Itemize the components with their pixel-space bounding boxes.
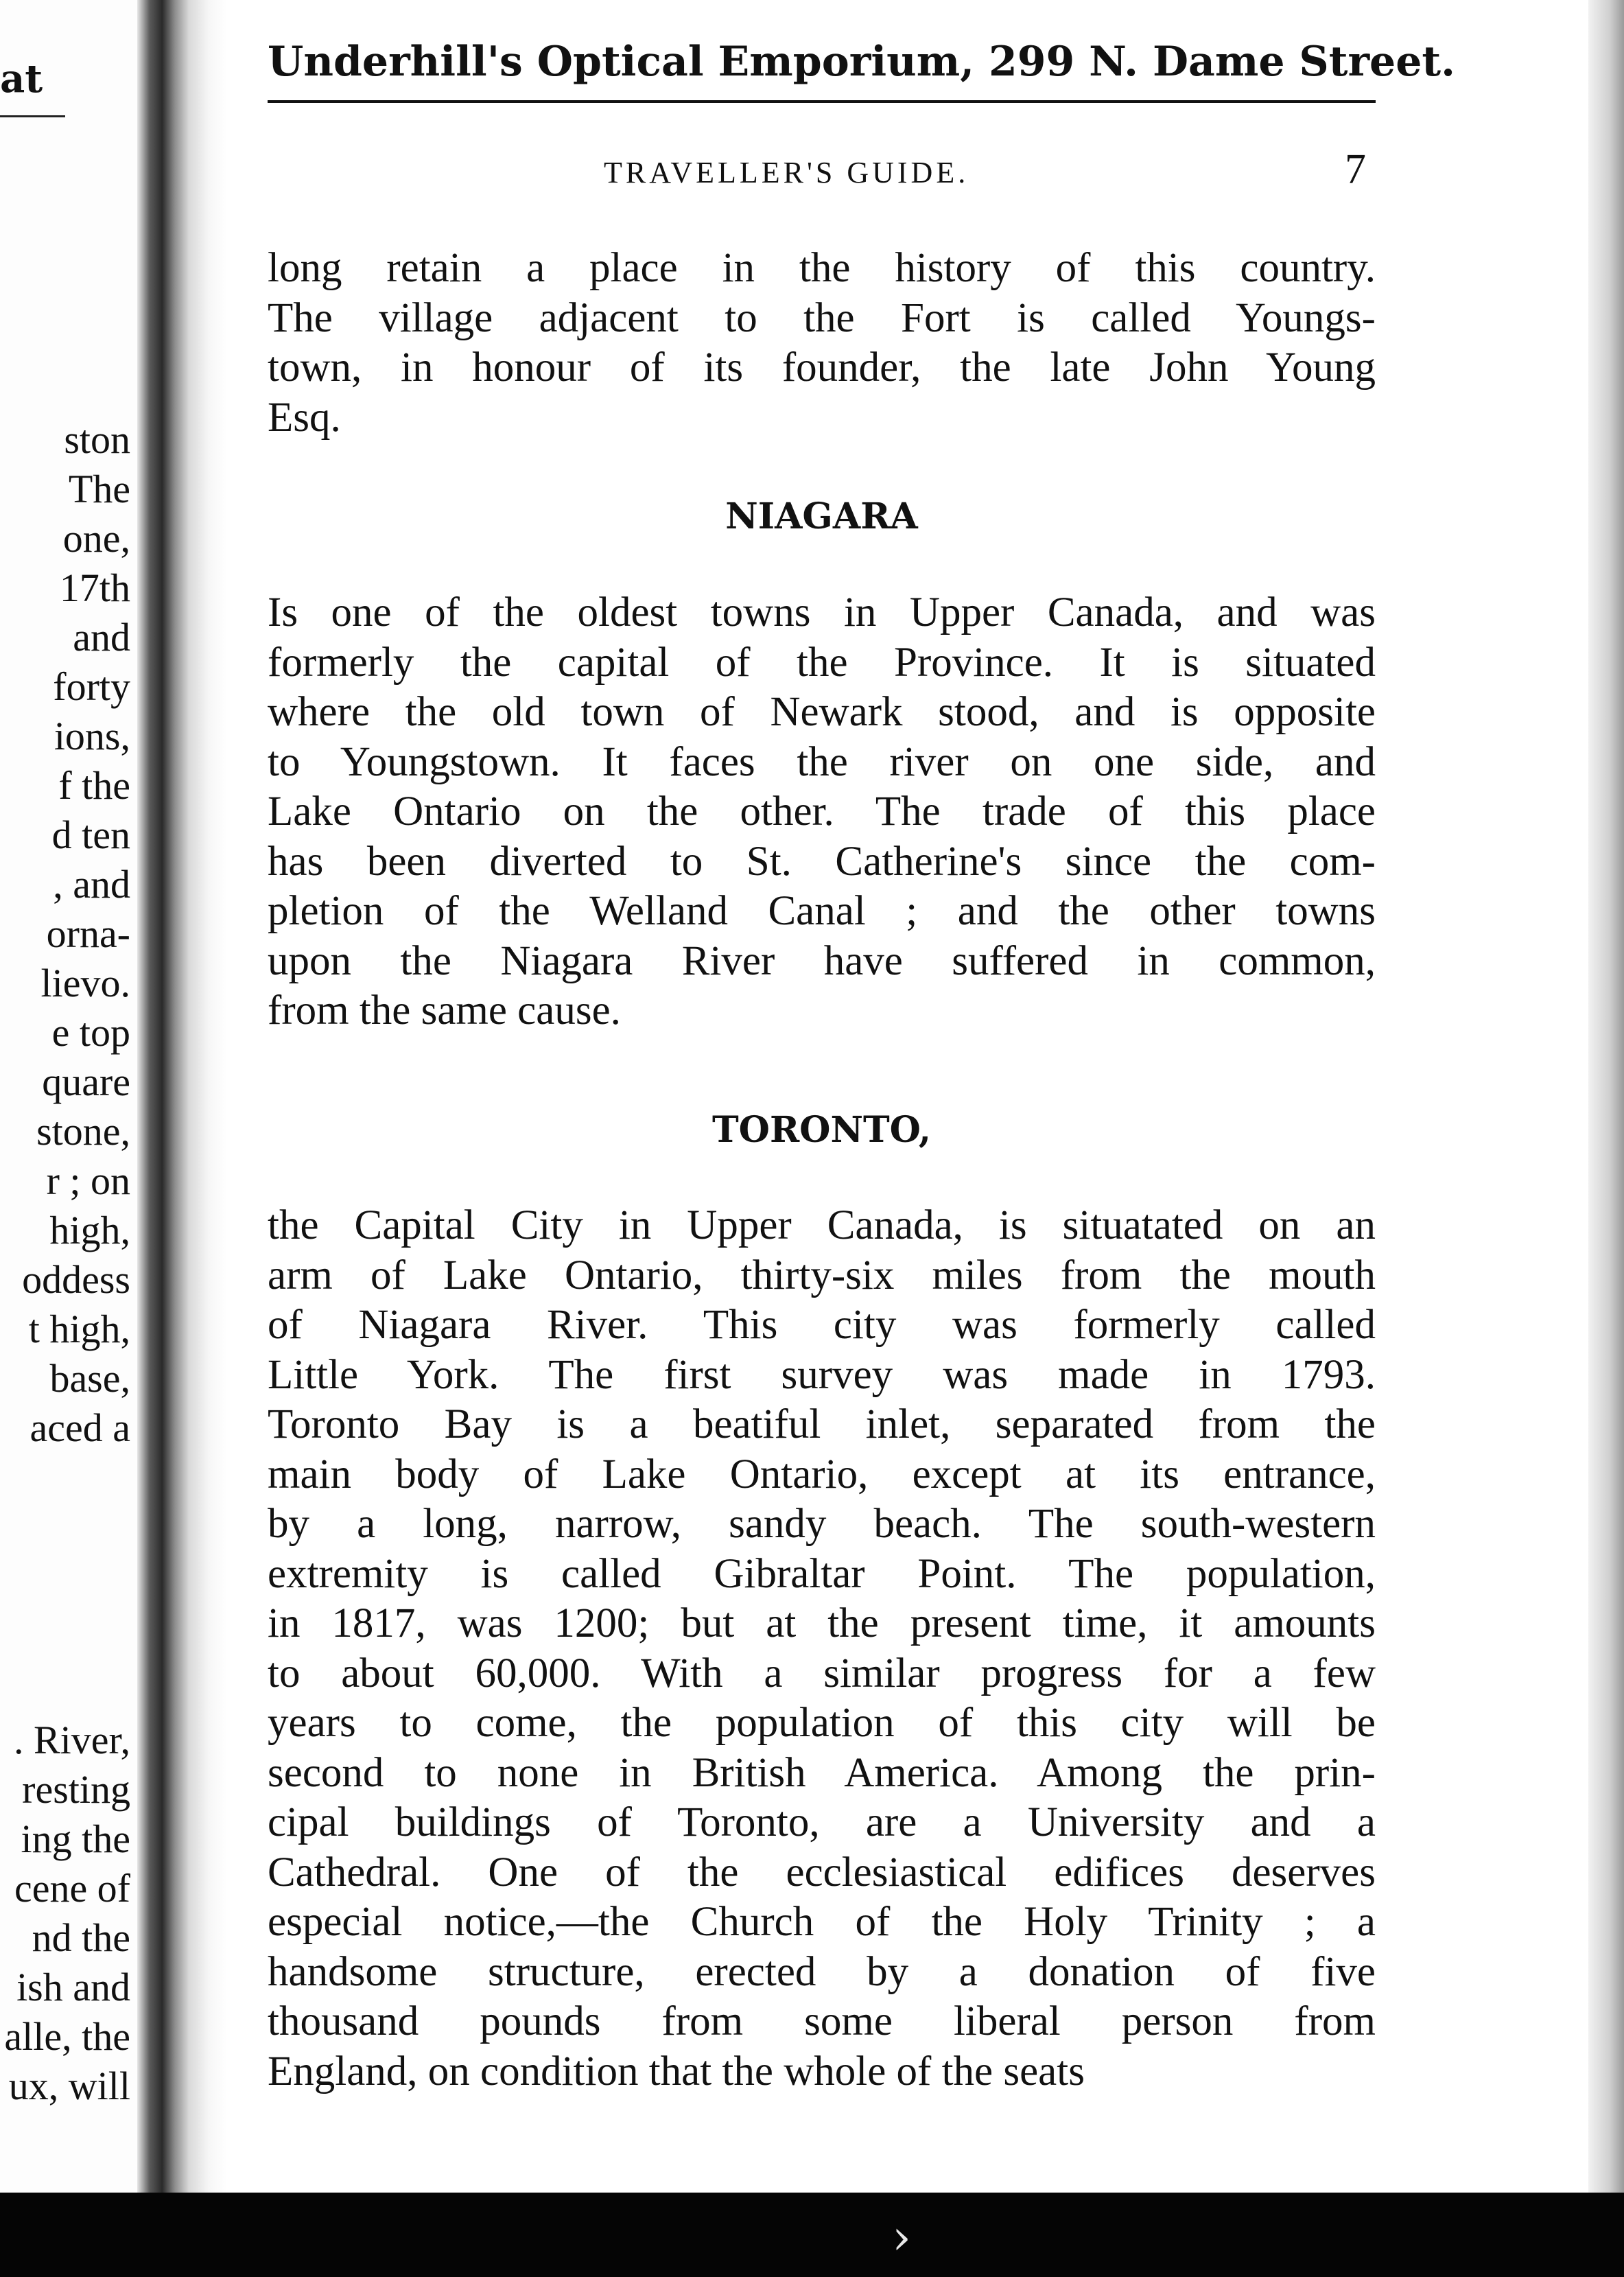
previous-page-line: stone, [36, 1109, 130, 1154]
text-line: in 1817, was 1200; but at the present time, it amounts [268, 1600, 1376, 1646]
text-line: to Youngstown. It faces the river on one side, and [268, 738, 1376, 785]
previous-page-line: e top [51, 1010, 130, 1055]
previous-page-line: forty [53, 664, 130, 709]
previous-page-line: 17th [59, 565, 130, 610]
text-line: arm of Lake Ontario, thirty-six miles from the mouth [268, 1252, 1376, 1298]
text-line: second to none in British America. Among the prin- [268, 1749, 1376, 1796]
text-line: has been diverted to St. Catherine's since the com- [268, 838, 1376, 885]
previous-page-line: d ten [51, 813, 130, 857]
section-title-toronto: TORONTO, [711, 1109, 932, 1151]
previous-page-heading-fragment: at [0, 56, 43, 102]
text-line: Little York. The first survey was made in 1793. [268, 1351, 1376, 1398]
page-number: 7 [1345, 146, 1366, 193]
text-line: Is one of the oldest towns in Upper Canada, and was [268, 589, 1376, 635]
page-edge [1588, 0, 1624, 2193]
text-line: town, in honour of its founder, the late John Young [268, 345, 1376, 390]
previous-page-line: high, [49, 1208, 130, 1252]
previous-page-line: orna- [46, 911, 130, 956]
text-line: from the same cause. [268, 988, 621, 1034]
toronto-paragraph [268, 1201, 1376, 2097]
previous-page-line: lievo. [40, 961, 130, 1005]
text-line: Lake Ontario on the other. The trade of this place [268, 789, 1376, 834]
text-line: cipal buildings of Toronto, are a University and a [268, 1799, 1376, 1845]
previous-page-line: alle, the [4, 2014, 130, 2059]
text-line: especial notice,—the Church of the Holy Trinity ; a [268, 1899, 1376, 1945]
text-line: Cathedral. One of the ecclesiastical edifices deserves [268, 1849, 1376, 1895]
previous-page-line: r ; on [46, 1158, 130, 1203]
previous-page-line: resting [22, 1767, 130, 1812]
previous-page-line: ish and [16, 1965, 130, 2009]
text-line: handsome structure, erected by a donation of five [268, 1948, 1376, 1995]
advertisement-header: Underhill's Optical Emporium, 299 N. Dame Street. [268, 38, 1456, 86]
previous-page-line: , and [53, 862, 130, 907]
text-line: main body of Lake Ontario, except at its entrance, [268, 1451, 1376, 1497]
text-line: years to come, the population of this city will be [268, 1700, 1376, 1746]
text-line: where the old town of Newark stood, and is opposite [268, 689, 1376, 735]
previous-page-rule [0, 115, 65, 117]
text-line: The village adjacent to the Fort is called Youngs- [268, 294, 1376, 341]
text-line: pletion of the Welland Canal ; and the other towns [268, 888, 1376, 934]
text-line: the Capital City in Upper Canada, is situatated on an [268, 1202, 1376, 1248]
previous-page-line: ions, [54, 714, 130, 758]
text-line: Esq. [268, 394, 341, 441]
previous-page-line: quare [42, 1060, 130, 1104]
section-title-niagara: NIAGARA [725, 495, 918, 537]
text-line: of Niagara River. This city was formerly called [268, 1302, 1376, 1348]
previous-page-line: base, [49, 1356, 130, 1401]
previous-page-line: ston [64, 417, 130, 462]
scan-artifact-mark: › [892, 2209, 911, 2265]
previous-page-line: oddess [22, 1257, 130, 1302]
intro-paragraph [268, 244, 1376, 443]
text-line: England, on condition that the whole of the seats [268, 2048, 1085, 2094]
text-line: Toronto Bay is a beatiful inlet, separated from the [268, 1401, 1376, 1447]
previous-page-line: t high, [28, 1307, 130, 1351]
previous-page-line: ing the [21, 1817, 130, 1861]
previous-page-fragment [0, 0, 137, 2196]
text-line: extremity is called Gibraltar Point. The population, [268, 1550, 1376, 1597]
text-line: thousand pounds from some liberal person from [268, 1998, 1376, 2044]
scan-bottom-border [0, 2193, 1624, 2277]
header-rule [268, 100, 1376, 103]
previous-page-line: cene of [14, 1866, 130, 1911]
previous-page-line: aced a [30, 1405, 130, 1450]
previous-page-line: and [73, 615, 130, 659]
running-head: TRAVELLER'S GUIDE. [604, 156, 969, 189]
previous-page-line: The [68, 467, 130, 511]
text-line: formerly the capital of the Province. It is situated [268, 639, 1376, 686]
previous-page-line: . River, [13, 1718, 130, 1762]
previous-page-line: f the [58, 763, 130, 808]
text-line: to about 60,000. With a similar progress for a few [268, 1650, 1376, 1696]
niagara-paragraph [268, 588, 1376, 1036]
previous-page-line: nd the [32, 1915, 130, 1960]
book-gutter-shadow [137, 0, 226, 2196]
text-line: long retain a place in the history of this country. [268, 245, 1376, 291]
previous-page-line: one, [62, 516, 130, 561]
previous-page-line: ux, will [8, 2064, 130, 2108]
text-line: by a long, narrow, sandy beach. The south-western [268, 1501, 1376, 1547]
text-line: upon the Niagara River have suffered in common, [268, 937, 1376, 984]
